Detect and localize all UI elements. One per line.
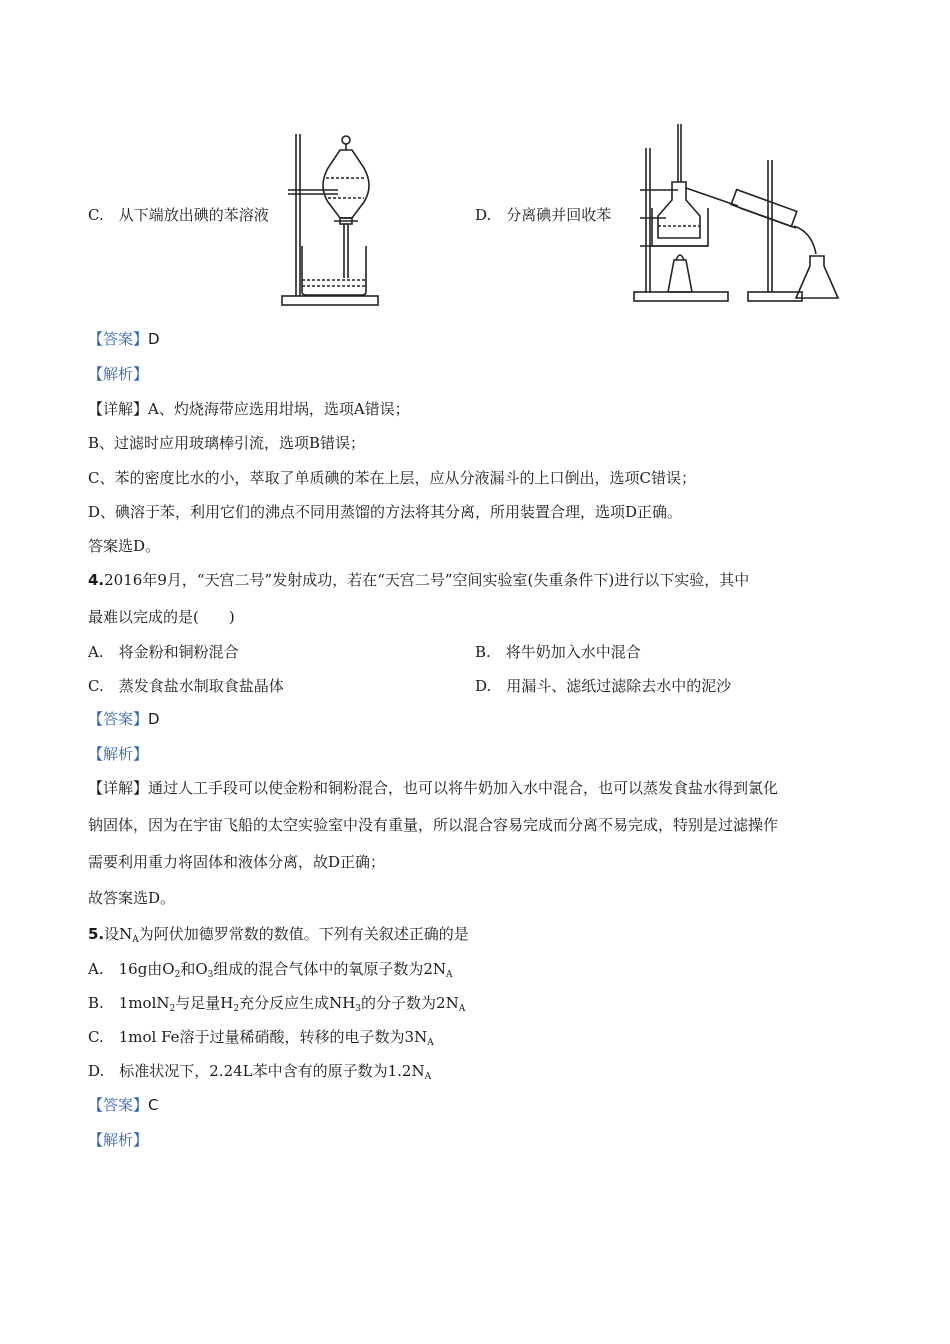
q3-option-c: C. 从下端放出碘的苯溶液 (88, 206, 269, 224)
q3-detail-line-2: B、过滤时应用玻璃棒引流，选项B错误； (88, 434, 366, 452)
q3-detail-line-4: D、碘溶于苯，利用它们的沸点不同用蒸馏的方法将其分离，所用装置合理，选项D正确。 (88, 503, 683, 521)
q4-option-b: B. 将牛奶加入水中混合 (475, 643, 641, 661)
stem-text: 2016年9月，“天宫二号”发射成功，若在“天宫二号”空间实验室(失重条件下)进行以下实验，其中 (104, 571, 750, 589)
detail-tag: 【详解】 (88, 779, 149, 797)
detail-tag: 【详解】 (88, 400, 149, 418)
q4-detail-line-2: 钠固体，因为在宇宙飞船的太空实验室中没有重量，所以混合容易完成而分离不易完成，特别是过滤操作 (88, 816, 779, 834)
q4-option-d: D. 用漏斗、滤纸过滤除去水中的泥沙 (475, 677, 732, 695)
stem-post: 为阿伏加德罗常数的数值。下列有关叙述正确的是 (138, 925, 469, 943)
question-number: 4. (88, 571, 105, 589)
q5-option-a: A. 16g由$O_2$和$O_3$组成的混合气体中的氧原子数为$2N_A$ (88, 960, 453, 980)
detail-text: A、灼烧海带应选用坩埚，选项A错误； (148, 400, 410, 418)
q4-analysis-tag: 【解析】 (88, 745, 149, 763)
q5-stem (88, 924, 469, 950)
q5-answer (88, 1095, 159, 1115)
question-number: 5. (88, 925, 105, 943)
distillation-figure (628, 120, 843, 310)
q3-conclusion: 答案选D。 (88, 537, 161, 555)
q4-stem-line-2: 最难以完成的是( ) (88, 608, 235, 626)
q5-option-b: B. 1molN$_2$与足量$H_2$充分反应生成$NH_3$的分子数为$2N_A$ (88, 994, 466, 1014)
answer-tag: 【答案】 (88, 710, 149, 728)
detail-text: 通过人工手段可以使金粉和铜粉混合，也可以将牛奶加入水中混合，也可以蒸发食盐水得到氯化 (148, 779, 779, 797)
avogadro-subscript: A (132, 935, 139, 945)
stem-pre: 设 (104, 925, 120, 943)
q3-analysis-tag: 【解析】 (88, 365, 149, 383)
answer-tag: 【答案】 (88, 330, 149, 348)
q3-answer (88, 329, 160, 349)
q4-stem-line-1 (88, 570, 749, 590)
answer-value: D (148, 330, 160, 348)
q5-option-d: D. 标准状况下，2.24L苯中含有的原子数为$1.2N_A$ (88, 1062, 432, 1082)
q4-detail-line-1 (88, 778, 778, 798)
answer-tag: 【答案】 (88, 1096, 149, 1114)
q4-answer (88, 709, 160, 729)
q5-analysis-tag: 【解析】 (88, 1131, 149, 1149)
answer-value: D (148, 710, 160, 728)
q5-option-c: C. 1mol Fe溶于过量稀硝酸，转移的电子数为$3N_A$ (88, 1028, 434, 1048)
q4-conclusion: 故答案选D。 (88, 889, 176, 907)
answer-value: C (148, 1096, 159, 1114)
q4-option-c: C. 蒸发食盐水制取食盐晶体 (88, 677, 284, 695)
q4-option-a: A. 将金粉和铜粉混合 (88, 643, 239, 661)
q3-detail-line-1 (88, 399, 410, 419)
q3-detail-line-3: C、苯的密度比水的小，萃取了单质碘的苯在上层，应从分液漏斗的上口倒出，选项C错误； (88, 469, 696, 487)
q3-option-d: D. 分离碘并回收苯 (475, 206, 612, 224)
q4-detail-line-3: 需要利用重力将固体和液体分离，故D正确； (88, 853, 386, 871)
avogadro-symbol: N (119, 925, 133, 943)
separatory-funnel-figure (278, 128, 388, 308)
